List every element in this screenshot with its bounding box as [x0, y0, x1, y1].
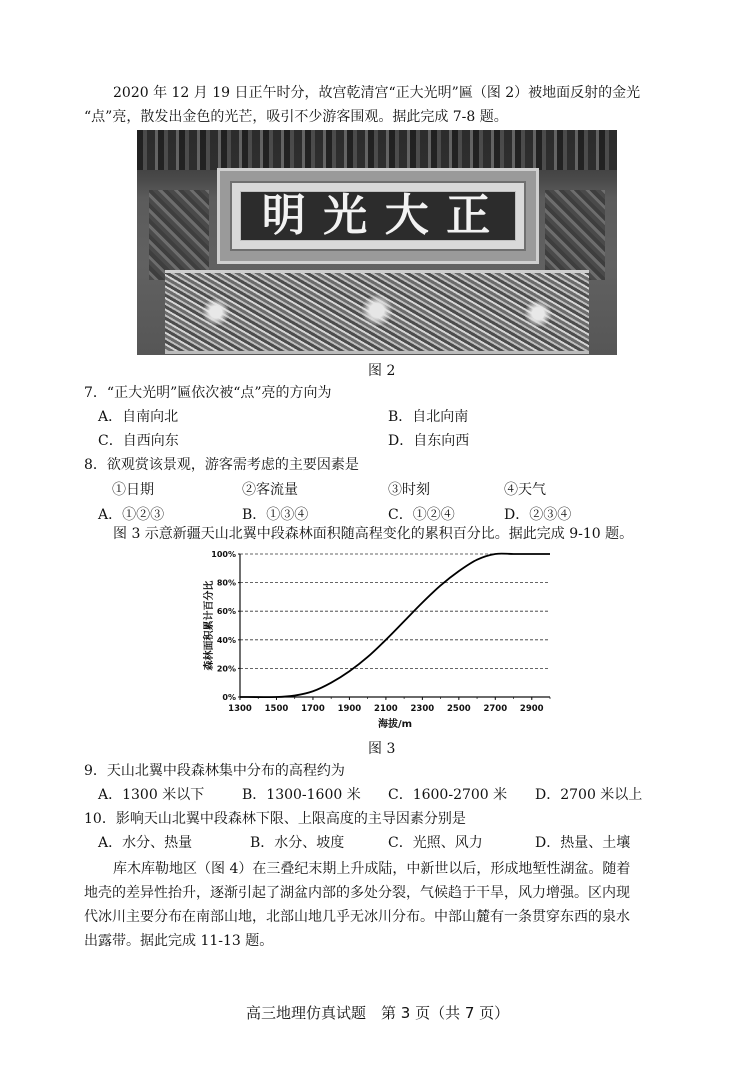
chart-y-label: 森林面积累计百分比 — [204, 580, 215, 671]
plaque-char-3: 大 — [384, 190, 433, 241]
q7-stem: 7．“正大光明”匾依次被“点”亮的方向为 — [84, 385, 332, 401]
chart-axes — [240, 554, 550, 697]
y-tick-label: 60% — [216, 607, 236, 617]
q9-option-a: A．1300 米以下 — [98, 787, 205, 803]
q9-stem: 9．天山北翼中段森林集中分布的高程约为 — [84, 763, 345, 779]
plaque-char-1: 明 — [261, 190, 310, 241]
fig3-caption: 图 3 — [368, 741, 396, 757]
q8-item-1: ①日期 — [112, 482, 154, 498]
chart-x-label: 海拔/m — [377, 719, 413, 730]
q10-option-a: A．水分、热量 — [98, 835, 193, 851]
x-tick-label: 1700 — [301, 704, 325, 714]
plaque-photo — [137, 130, 617, 355]
q8-option-b: B．①③④ — [242, 507, 309, 523]
chart-grid — [240, 554, 550, 668]
passage-line-3: 代冰川主要分布在南部山地，北部山地几乎无冰川分布。中部山麓有一条贯穿东西的泉水 — [84, 909, 630, 925]
chart-series — [240, 554, 550, 698]
series-line-0 — [240, 554, 550, 698]
y-tick-label: 100% — [211, 550, 236, 559]
x-tick-label: 2900 — [519, 704, 544, 714]
x-tick-label: 1300 — [228, 704, 252, 714]
intro-line-2: “点”亮，散发出金色的光芒，吸引不少游客围观。据此完成 7-8 题。 — [84, 109, 508, 125]
chart-y-ticks — [211, 550, 240, 702]
q7-option-c: C．自西向东 — [98, 433, 179, 449]
q8-item-2: ②客流量 — [242, 482, 298, 498]
q10-stem: 10．影响天山北翼中段森林下限、上限高度的主导因素分别是 — [84, 811, 466, 827]
q10-option-c: C．光照、风力 — [388, 835, 483, 851]
photo-right-panel — [545, 190, 605, 280]
q8-stem: 8．欲观赏该景观，游客需考虑的主要因素是 — [84, 457, 359, 473]
photo-beam-decoration — [137, 130, 617, 170]
q9-option-d: D．2700 米以上 — [535, 787, 643, 803]
photo-left-panel — [149, 190, 209, 280]
y-tick-label: 80% — [216, 578, 236, 588]
q7-option-d: D．自东向西 — [388, 433, 470, 449]
q8-item-4: ④天气 — [504, 482, 546, 498]
x-tick-label: 2100 — [374, 704, 398, 714]
q8-option-c: C．①②④ — [388, 507, 455, 523]
q10-option-b: B．水分、坡度 — [250, 835, 345, 851]
plaque-board — [240, 191, 516, 241]
plaque-char-4: 正 — [446, 190, 495, 241]
q9-option-c: C．1600-2700 米 — [388, 787, 508, 803]
y-tick-label: 0% — [222, 693, 236, 702]
x-tick-label: 2300 — [410, 704, 435, 714]
x-tick-label: 2500 — [446, 704, 471, 714]
q7-option-a: A．自南向北 — [98, 409, 179, 425]
passage-line-1: 库木库勒地区（图 4）在三叠纪末期上升成陆，中新世以后，形成地堑性湖盆。随着 — [113, 861, 631, 877]
forest-cumulative-chart — [198, 544, 568, 734]
x-tick-label: 1500 — [264, 704, 289, 714]
dragon-relief-band — [165, 270, 589, 354]
y-tick-label: 20% — [216, 664, 236, 674]
q9-option-b: B．1300-1600 米 — [242, 787, 361, 803]
plaque-char-2: 光 — [323, 190, 372, 241]
plaque-frame — [217, 168, 539, 264]
q7-option-b: B．自北向南 — [388, 409, 469, 425]
fig3-intro: 图 3 示意新疆天山北翼中段森林面积随高程变化的累积百分比。据此完成 9-10 题。 — [113, 526, 634, 542]
fig2-caption: 图 2 — [368, 363, 396, 379]
intro-line-1: 2020 年 12 月 19 日正午时分，故宫乾清宫“正大光明”匾（图 2）被地面反射的金光 — [113, 85, 641, 101]
page-footer: 高三地理仿真试题 第 3 页（共 7 页） — [246, 1004, 510, 1022]
q8-item-3: ③时刻 — [388, 482, 430, 498]
passage-line-4: 出露带。据此完成 11-13 题。 — [84, 933, 274, 949]
x-tick-label: 1900 — [337, 704, 362, 714]
q10-option-d: D．热量、土壤 — [535, 835, 631, 851]
q8-option-a: A．①②③ — [98, 507, 165, 523]
q8-option-d: D．②③④ — [504, 507, 572, 523]
passage-line-2: 地壳的差异性抬升，逐渐引起了湖盆内部的多处分裂，气候趋于干旱，风力增强。区内现 — [84, 885, 630, 901]
x-tick-label: 2700 — [483, 704, 508, 714]
chart-x-ticks — [228, 697, 550, 714]
y-tick-label: 40% — [216, 635, 236, 645]
